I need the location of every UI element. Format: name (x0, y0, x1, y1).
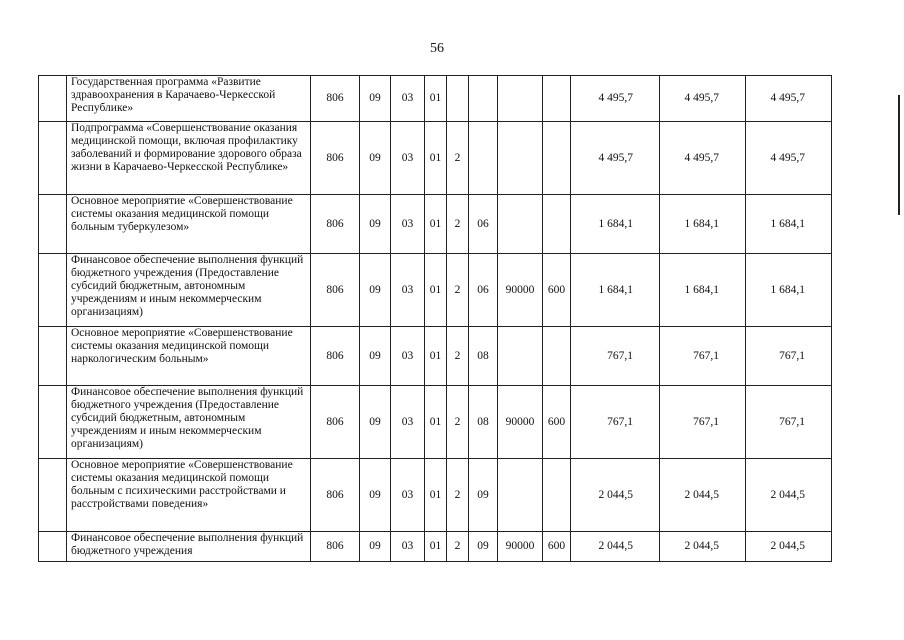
amount-cell-1: 1 684,1 (571, 195, 660, 254)
subsection-code-cell: 03 (391, 532, 425, 562)
subprogram-code-cell: 2 (447, 532, 469, 562)
subprogram-code-cell: 2 (447, 254, 469, 327)
table-row (39, 327, 832, 386)
section-code-cell: 09 (360, 195, 391, 254)
item-name-cell: Основное мероприятие «Совершенствование системы оказания медицинской помощи больным туберкулезом» (67, 195, 311, 254)
event-code-cell: 09 (469, 532, 498, 562)
row-index-cell (39, 327, 67, 386)
row-index-cell (39, 386, 67, 459)
subprogram-code-cell: 2 (447, 122, 469, 195)
amount-cell-2: 767,1 (660, 386, 746, 459)
event-code-cell: 08 (469, 327, 498, 386)
direction-code-cell (498, 195, 543, 254)
direction-code-cell (498, 459, 543, 532)
ved-code-cell: 806 (311, 76, 360, 122)
section-code-cell: 09 (360, 386, 391, 459)
program-code-cell: 01 (425, 459, 447, 532)
subsection-code-cell: 03 (391, 327, 425, 386)
amount-cell-3: 4 495,7 (746, 76, 832, 122)
item-name-cell: Основное мероприятие «Совершенствование системы оказания медицинской помощи наркологическим больным» (67, 327, 311, 386)
row-index-cell (39, 76, 67, 122)
item-name-cell: Государственная программа «Развитие здравоохранения в Карачаево-Черкесской Республике» (67, 76, 311, 122)
section-code-cell: 09 (360, 327, 391, 386)
budget-table (38, 75, 832, 562)
amount-cell-1: 2 044,5 (571, 459, 660, 532)
ved-code-cell: 806 (311, 254, 360, 327)
program-code-cell: 01 (425, 122, 447, 195)
subsection-code-cell: 03 (391, 76, 425, 122)
direction-code-cell: 90000 (498, 254, 543, 327)
subsection-code-cell: 03 (391, 254, 425, 327)
subprogram-code-cell: 2 (447, 195, 469, 254)
amount-cell-3: 767,1 (746, 327, 832, 386)
subsection-code-cell: 03 (391, 195, 425, 254)
ved-code-cell: 806 (311, 532, 360, 562)
expense-type-cell (543, 195, 571, 254)
direction-code-cell: 90000 (498, 532, 543, 562)
ved-code-cell: 806 (311, 327, 360, 386)
subprogram-code-cell: 2 (447, 459, 469, 532)
amount-cell-3: 767,1 (746, 386, 832, 459)
subprogram-code-cell: 2 (447, 386, 469, 459)
amount-cell-1: 1 684,1 (571, 254, 660, 327)
program-code-cell: 01 (425, 532, 447, 562)
section-code-cell: 09 (360, 122, 391, 195)
direction-code-cell (498, 122, 543, 195)
expense-type-cell: 600 (543, 386, 571, 459)
program-code-cell: 01 (425, 386, 447, 459)
row-index-cell (39, 254, 67, 327)
subsection-code-cell: 03 (391, 386, 425, 459)
subprogram-code-cell: 2 (447, 327, 469, 386)
expense-type-cell: 600 (543, 254, 571, 327)
event-code-cell: 06 (469, 254, 498, 327)
program-code-cell: 01 (425, 327, 447, 386)
amount-cell-2: 2 044,5 (660, 459, 746, 532)
direction-code-cell: 90000 (498, 386, 543, 459)
table-body (39, 76, 832, 562)
amount-cell-1: 4 495,7 (571, 76, 660, 122)
event-code-cell (469, 122, 498, 195)
amount-cell-3: 2 044,5 (746, 459, 832, 532)
amount-cell-3: 1 684,1 (746, 254, 832, 327)
expense-type-cell (543, 122, 571, 195)
table-row (39, 195, 832, 254)
event-code-cell: 08 (469, 386, 498, 459)
section-code-cell: 09 (360, 76, 391, 122)
expense-type-cell (543, 327, 571, 386)
ved-code-cell: 806 (311, 459, 360, 532)
amount-cell-3: 1 684,1 (746, 195, 832, 254)
table-row (39, 76, 832, 122)
subprogram-code-cell (447, 76, 469, 122)
amount-cell-2: 4 495,7 (660, 76, 746, 122)
row-index-cell (39, 459, 67, 532)
expense-type-cell (543, 459, 571, 532)
amount-cell-1: 2 044,5 (571, 532, 660, 562)
section-code-cell: 09 (360, 532, 391, 562)
table-row (39, 386, 832, 459)
row-index-cell (39, 122, 67, 195)
item-name-cell: Финансовое обеспечение выполнения функций бюджетного учреждения (Предоставление субсидий бюджетным, автономным учреждениям и иным некоммерческим организациям) (67, 254, 311, 327)
item-name-cell: Финансовое обеспечение выполнения функций бюджетного учреждения (67, 532, 311, 562)
table-row (39, 122, 832, 195)
amount-cell-3: 4 495,7 (746, 122, 832, 195)
row-index-cell (39, 532, 67, 562)
program-code-cell: 01 (425, 76, 447, 122)
table-row (39, 532, 832, 562)
expense-type-cell (543, 76, 571, 122)
amount-cell-1: 767,1 (571, 386, 660, 459)
amount-cell-2: 1 684,1 (660, 195, 746, 254)
amount-cell-2: 4 495,7 (660, 122, 746, 195)
amount-cell-2: 1 684,1 (660, 254, 746, 327)
amount-cell-2: 767,1 (660, 327, 746, 386)
subsection-code-cell: 03 (391, 122, 425, 195)
row-index-cell (39, 195, 67, 254)
amount-cell-2: 2 044,5 (660, 532, 746, 562)
direction-code-cell (498, 327, 543, 386)
item-name-cell: Финансовое обеспечение выполнения функций бюджетного учреждения (Предоставление субсидий бюджетным, автономным учреждениям и иным некоммерческим организациям) (67, 386, 311, 459)
event-code-cell: 09 (469, 459, 498, 532)
ved-code-cell: 806 (311, 386, 360, 459)
event-code-cell: 06 (469, 195, 498, 254)
section-code-cell: 09 (360, 459, 391, 532)
item-name-cell: Подпрограмма «Совершенствование оказания медицинской помощи, включая профилактику заболеваний и формирование здорового образа жизни в Карачаево-Черкесской Республике» (67, 122, 311, 195)
expense-type-cell: 600 (543, 532, 571, 562)
amount-cell-1: 4 495,7 (571, 122, 660, 195)
item-name-cell: Основное мероприятие «Совершенствование системы оказания медицинской помощи больным с психическими расстройствами и расстройствами поведения» (67, 459, 311, 532)
ved-code-cell: 806 (311, 195, 360, 254)
table-row (39, 254, 832, 327)
program-code-cell: 01 (425, 254, 447, 327)
event-code-cell (469, 76, 498, 122)
section-code-cell: 09 (360, 254, 391, 327)
program-code-cell: 01 (425, 195, 447, 254)
page-number: 56 (430, 41, 444, 56)
amount-cell-1: 767,1 (571, 327, 660, 386)
subsection-code-cell: 03 (391, 459, 425, 532)
ved-code-cell: 806 (311, 122, 360, 195)
amount-cell-3: 2 044,5 (746, 532, 832, 562)
page-edge-mark (898, 95, 900, 215)
direction-code-cell (498, 76, 543, 122)
table-row (39, 459, 832, 532)
